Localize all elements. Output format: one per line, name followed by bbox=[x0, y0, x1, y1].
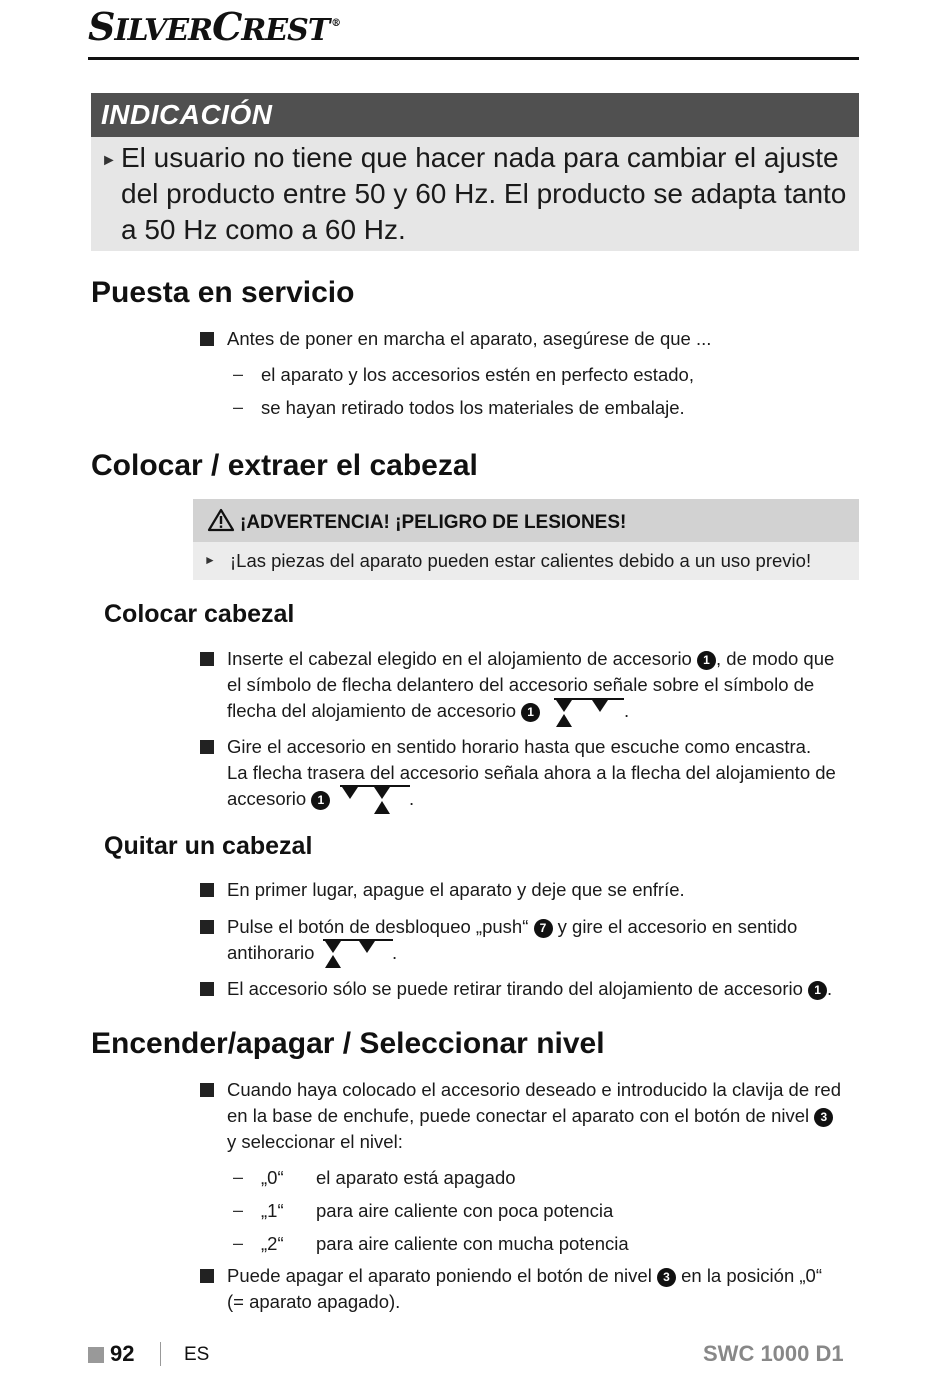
bullet-text: La flecha trasera del accesorio señala ahora a la flecha del alojamiento de bbox=[227, 762, 836, 783]
level-key: „0“ bbox=[261, 1167, 284, 1188]
warning-triangle-icon bbox=[207, 508, 235, 537]
bullet-text: Puede apagar el aparato poniendo el botón de nivel 3 en la posición „0“ bbox=[227, 1265, 822, 1286]
part-number-badge: 1 bbox=[521, 703, 540, 722]
bullet-square-icon bbox=[200, 920, 214, 934]
note-line: El usuario no tiene que hacer nada para cambiar el ajuste bbox=[121, 142, 839, 173]
note-line: a 50 Hz como a 60 Hz. bbox=[121, 214, 406, 245]
dash-marker: – bbox=[233, 364, 244, 384]
part-number-badge: 1 bbox=[808, 981, 827, 1000]
warning-text: ¡Las piezas del aparato pueden estar calientes debido a un uso previo! bbox=[230, 550, 812, 571]
dash-text: el aparato y los accesorios estén en perfecto estado, bbox=[261, 364, 694, 385]
arrow-right-icon: ► bbox=[204, 553, 216, 567]
bullet-square-icon bbox=[200, 1083, 214, 1097]
bullet-text: Gire el accesorio en sentido horario hasta que escuche como encastra. bbox=[227, 736, 812, 757]
note-header bbox=[91, 93, 859, 137]
dash-marker: – bbox=[233, 1200, 244, 1220]
part-number-badge: 1 bbox=[697, 651, 716, 670]
arrow-alignment-icon bbox=[554, 697, 624, 729]
part-number-badge: 3 bbox=[814, 1108, 833, 1127]
part-number-badge: 1 bbox=[311, 791, 330, 810]
period: . bbox=[624, 700, 630, 721]
part-number-badge: 3 bbox=[657, 1268, 676, 1287]
note-title: INDICACIÓN bbox=[101, 99, 273, 130]
bullet-text: y seleccionar el nivel: bbox=[227, 1131, 403, 1152]
period: . bbox=[392, 942, 398, 963]
bullet-square-icon bbox=[200, 883, 214, 897]
dash-marker: – bbox=[233, 397, 244, 417]
subsection-title: Quitar un cabezal bbox=[104, 832, 313, 860]
bullet-text: Pulse el botón de desbloqueo „push“ 7 y gire el accesorio en sentido bbox=[227, 916, 798, 937]
bullet-text: (= aparato apagado). bbox=[227, 1291, 401, 1312]
level-key: „1“ bbox=[261, 1200, 284, 1221]
brand-logo: SILVERCREST ® bbox=[88, 4, 341, 49]
arrow-alignment-icon bbox=[323, 938, 393, 970]
level-desc: para aire caliente con poca potencia bbox=[316, 1200, 614, 1221]
section-title: Puesta en servicio bbox=[91, 276, 355, 309]
level-desc: el aparato está apagado bbox=[316, 1167, 516, 1188]
bullet-square-icon bbox=[200, 652, 214, 666]
warning-title: ¡ADVERTENCIA! ¡PELIGRO DE LESIONES! bbox=[240, 512, 627, 533]
dash-text: se hayan retirado todos los materiales de embalaje. bbox=[261, 397, 685, 418]
arrow-right-icon: ► bbox=[101, 152, 117, 169]
bullet-text: accesorio 1 bbox=[227, 788, 330, 810]
bullet-square-icon bbox=[200, 740, 214, 754]
bullet-text: Antes de poner en marcha el aparato, asegúrese de que ... bbox=[227, 328, 712, 349]
bullet-square-icon bbox=[200, 1269, 214, 1283]
language-code: ES bbox=[184, 1344, 210, 1365]
section-title: Encender/apagar / Seleccionar nivel bbox=[91, 1027, 605, 1060]
bullet-text: En primer lugar, apague el aparato y deje que se enfríe. bbox=[227, 879, 685, 900]
footer-divider bbox=[160, 1342, 161, 1366]
bullet-text: Cuando haya colocado el accesorio deseado e introducido la clavija de red bbox=[227, 1079, 841, 1100]
dash-marker: – bbox=[233, 1167, 244, 1187]
arrow-alignment-icon bbox=[340, 784, 410, 816]
bullet-text: el símbolo de flecha delantero del accesorio señale sobre el símbolo de bbox=[227, 674, 815, 695]
note-line: del producto entre 50 y 60 Hz. El producto se adapta tanto bbox=[121, 178, 847, 209]
bullet-text: antihorario bbox=[227, 942, 315, 963]
model-number: SWC 1000 D1 bbox=[703, 1341, 844, 1366]
bullet-text: Inserte el cabezal elegido en el alojamiento de accesorio 1 , de modo que bbox=[227, 648, 835, 669]
section-title: Colocar / extraer el cabezal bbox=[91, 449, 478, 482]
level-key: „2“ bbox=[261, 1233, 284, 1254]
bullet-square-icon bbox=[200, 332, 214, 346]
page-number: 92 bbox=[110, 1341, 135, 1366]
part-number-badge: 7 bbox=[534, 919, 553, 938]
level-desc: para aire caliente con mucha potencia bbox=[316, 1233, 629, 1254]
header-divider bbox=[88, 57, 859, 60]
period: . bbox=[409, 788, 415, 809]
bullet-text: flecha del alojamiento de accesorio 1 bbox=[227, 700, 540, 722]
bullet-text: El accesorio sólo se puede retirar tirando del alojamiento de accesorio 1 . bbox=[227, 978, 833, 999]
subsection-title: Colocar cabezal bbox=[104, 600, 295, 628]
dash-marker: – bbox=[233, 1233, 244, 1253]
bullet-square-icon bbox=[200, 982, 214, 996]
bullet-text: en la base de enchufe, puede conectar el aparato con el botón de nivel 3 bbox=[227, 1105, 833, 1127]
footer-square-icon bbox=[88, 1347, 104, 1363]
